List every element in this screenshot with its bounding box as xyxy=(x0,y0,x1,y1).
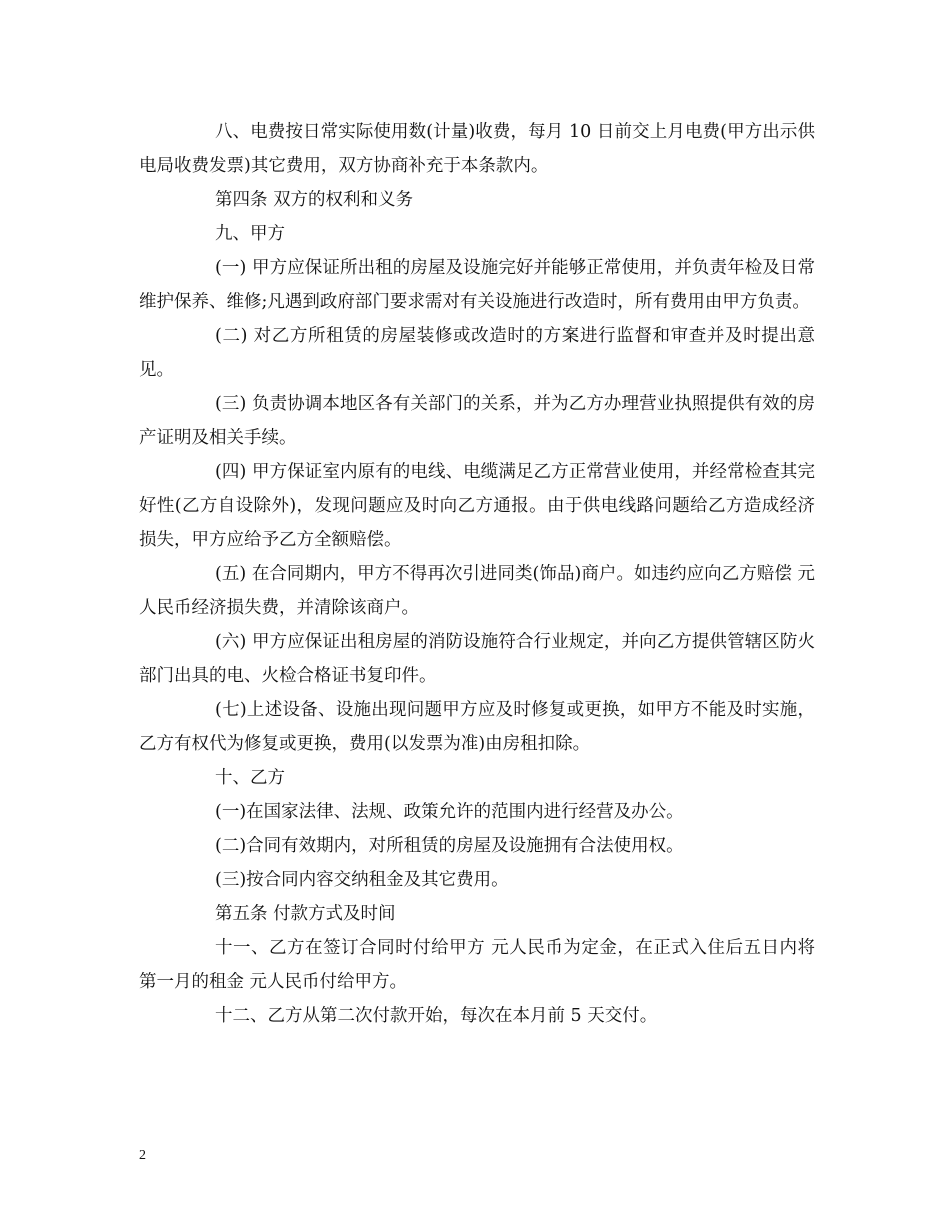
party-a-item-5: (五) 在合同期内，甲方不得再次引进同类(饰品)商户。如违约应向乙方赔偿 元人民币经济损失费，并清除该商户。 xyxy=(139,564,815,618)
clause-deposit: 十一、乙方在签订合同时付给甲方 元人民币为定金，在正式入住后五日内将第一月的租金 元人民币付给甲方。 xyxy=(139,938,815,992)
party-a-item-3: (三) 负责协调本地区各有关部门的关系，并为乙方办理营业执照提供有效的房产证明及相关手续。 xyxy=(139,394,815,448)
party-a-item-4: (四) 甲方保证室内原有的电线、电缆满足乙方正常营业使用，并经常检查其完好性(乙方自设除外)，发现问题应及时向乙方通报。由于供电线路问题给乙方造成经济损失，甲方应给予乙方全额赔偿。 xyxy=(139,462,815,550)
article-five-heading: 第五条 付款方式及时间 xyxy=(215,904,396,924)
party-b-heading: 十、乙方 xyxy=(215,768,285,788)
clause-electricity-fee: 八、电费按日常实际使用数(计量)收费，每月 10 日前交上月电费(甲方出示供电局收费发票)其它费用，双方协商补充于本条款内。 xyxy=(139,122,815,176)
page-number: 2 xyxy=(139,1148,146,1163)
document-body xyxy=(139,115,815,1033)
article-four-heading: 第四条 双方的权利和义务 xyxy=(215,190,414,210)
party-a-item-2: (二) 对乙方所租赁的房屋装修或改造时的方案进行监督和审查并及时提出意见。 xyxy=(139,326,815,380)
party-a-item-6: (六) 甲方应保证出租房屋的消防设施符合行业规定，并向乙方提供管辖区防火部门出具的电、火检合格证书复印件。 xyxy=(139,632,815,686)
party-a-item-7: (七)上述设备、设施出现问题甲方应及时修复或更换，如甲方不能及时实施，乙方有权代为修复或更换，费用(以发票为准)由房租扣除。 xyxy=(139,700,815,754)
party-a-item-1: (一) 甲方应保证所出租的房屋及设施完好并能够正常使用，并负责年检及日常维护保养、维修;凡遇到政府部门要求需对有关设施进行改造时，所有费用由甲方负责。 xyxy=(139,258,815,312)
party-b-item-2: (二)合同有效期内，对所租赁的房屋及设施拥有合法使用权。 xyxy=(215,836,684,856)
clause-payment-schedule: 十二、乙方从第二次付款开始，每次在本月前 5 天交付。 xyxy=(215,1006,658,1026)
party-b-item-1: (一)在国家法律、法规、政策允许的范围内进行经营及办公。 xyxy=(215,802,684,822)
party-b-item-3: (三)按合同内容交纳租金及其它费用。 xyxy=(215,870,509,890)
party-a-heading: 九、甲方 xyxy=(215,224,285,244)
